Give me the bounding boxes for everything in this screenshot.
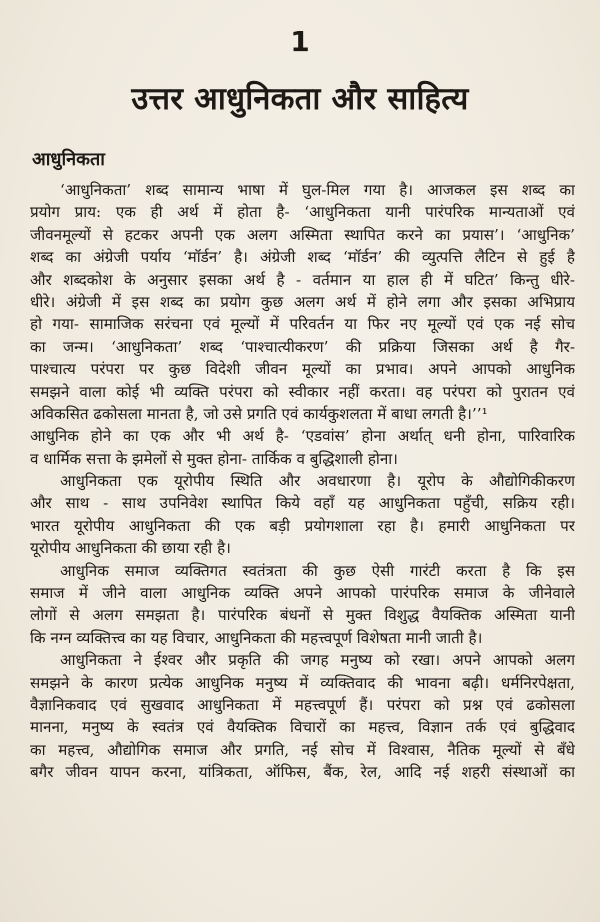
text-line: वैज्ञानिकवाद एवं सुखवाद आधुनिकता में महत्त्वपूर्ण हैं। परंपरा को प्रश्न एवं ढकोसला [30, 695, 575, 714]
text-line: शब्द का अंग्रेजी पर्याय ‘मॉर्डन’ है। अंग्रेजी शब्द ‘मॉर्डन’ की व्युत्पत्ति लैटिन से हुई है [30, 248, 575, 267]
text-line: समझने वाला कोई भी व्यक्ति परंपरा को स्वीकार नहीं करता। वह परंपरा को पुरातन एवं [30, 382, 575, 401]
text-line: यूरोपीय आधुनिकता की छाया रही है। [30, 539, 231, 558]
text-line: आधुनिकता ने ईश्वर और प्रकृति की जगह मनुष्य को रखा। अपने आपको अलग [60, 651, 575, 670]
text-line: आधुनिकता एक यूरोपीय स्थिति और अवधारणा है। यूरोप के औद्योगिकीकरण [60, 472, 575, 491]
text-line: पाश्चात्य परंपरा पर कुछ विदेशी जीवन मूल्यों का प्रभाव। अपने आपको आधुनिक [30, 360, 575, 379]
text-line: आधुनिक होने का एक और भी अर्थ है- ‘एडवांस’ होना अर्थात् धनी होना, पारिवारिक [30, 427, 575, 446]
text-line: कि नग्न व्यक्तित्त्व का यह विचार, आधुनिकता की महत्त्वपूर्ण विशेषता मानी जाती है। [30, 628, 483, 647]
text-line: हो गया- सामाजिक सरंचना एवं मूल्यों में परिवर्तन या फिर नए मूल्यों एवं एक नई सोच [30, 315, 575, 334]
text-line: मानना, मनुष्य के स्वतंत्र एवं वैयक्तिक विचारों का महत्त्व, विज्ञान तर्क एवं बुद्धिवाद [30, 718, 575, 737]
text-line: समाज में जीने वाला आधुनिक व्यक्ति अपने आपको पारंपरिक समाज के जीनेवाले [30, 584, 575, 603]
body-text [30, 179, 575, 784]
text-line: और शब्दकोश के अनुसार इसका अर्थ है - वर्तमान या हाल ही में घटित’ किन्तु धीरे- [30, 270, 575, 289]
text-line: भारत यूरोपीय आधुनिकता की एक बड़ी प्रयोगशाला रहा है। हमारी आधुनिकता पर [30, 516, 575, 535]
text-line: धीरे। अंग्रेजी में इस शब्द का प्रयोग कुछ अलग अर्थ में होने लगा और इसका अभिप्राय [30, 292, 575, 311]
text-line: व धार्मिक सत्ता के झमेलों से मुक्त होना- तार्किक व बुद्धिशाली होना। [30, 449, 398, 468]
text-line: का जन्म। ‘आधुनिकता’ शब्द ‘पाश्चात्यीकरण’ की प्रक्रिया जिसका अर्थ है गैर- [30, 337, 575, 356]
text-line: बगैर जीवन यापन करना, यांत्रिकता, ऑफिस, बैंक, रेल, आदि नई शहरी संस्थाओं का [30, 763, 575, 782]
text-line: अविकसित ढकोसला मानता है, जो उसे प्रगति एवं कार्यकुशलता में बाधा लगती है।’’¹ [30, 404, 488, 423]
text-line: समझने के कारण प्रत्येक आधुनिक मनुष्य में व्यक्तिवाद की भावना बढ़ी। धर्मनिरपेक्षता, [30, 673, 575, 692]
text-line: लोगों से अलग समझता है। पारंपरिक बंधनों से मुक्त विशुद्ध वैयक्तिक अस्मिता यानी [30, 606, 575, 625]
section-heading: आधुनिकता [32, 149, 105, 170]
text-line: का महत्त्व, औद्योगिक समाज और प्रगति, नई सोच में विश्वास, नैतिक मूल्यों से बँधे [30, 740, 575, 759]
text-line: प्रयोग प्राय: एक ही अर्थ में होता है- ‘आधुनिकता यानी पारंपरिक मान्यताओं एवं [30, 203, 575, 222]
text-line: ‘आधुनिकता’ शब्द सामान्य भाषा में घुल-मिल गया है। आजकल इस शब्द का [60, 181, 575, 199]
text-line: जीवनमूल्यों से हटकर अपनी एक अलग अस्मिता स्थापित करने का प्रयास’। ‘आधुनिक’ [30, 225, 575, 244]
text-line: आधुनिक समाज व्यक्तिगत स्वतंत्रता की कुछ ऐसी गारंटी करता है कि इस [60, 561, 575, 580]
chapter-number: 1 [290, 25, 310, 58]
chapter-title: उत्तर आधुनिकता और साहित्य [131, 81, 469, 117]
text-line: और साथ - साथ उपनिवेश स्थापित किये वहाँ यह आधुनिकता पहुँची, सक्रिय रही। [30, 494, 575, 513]
